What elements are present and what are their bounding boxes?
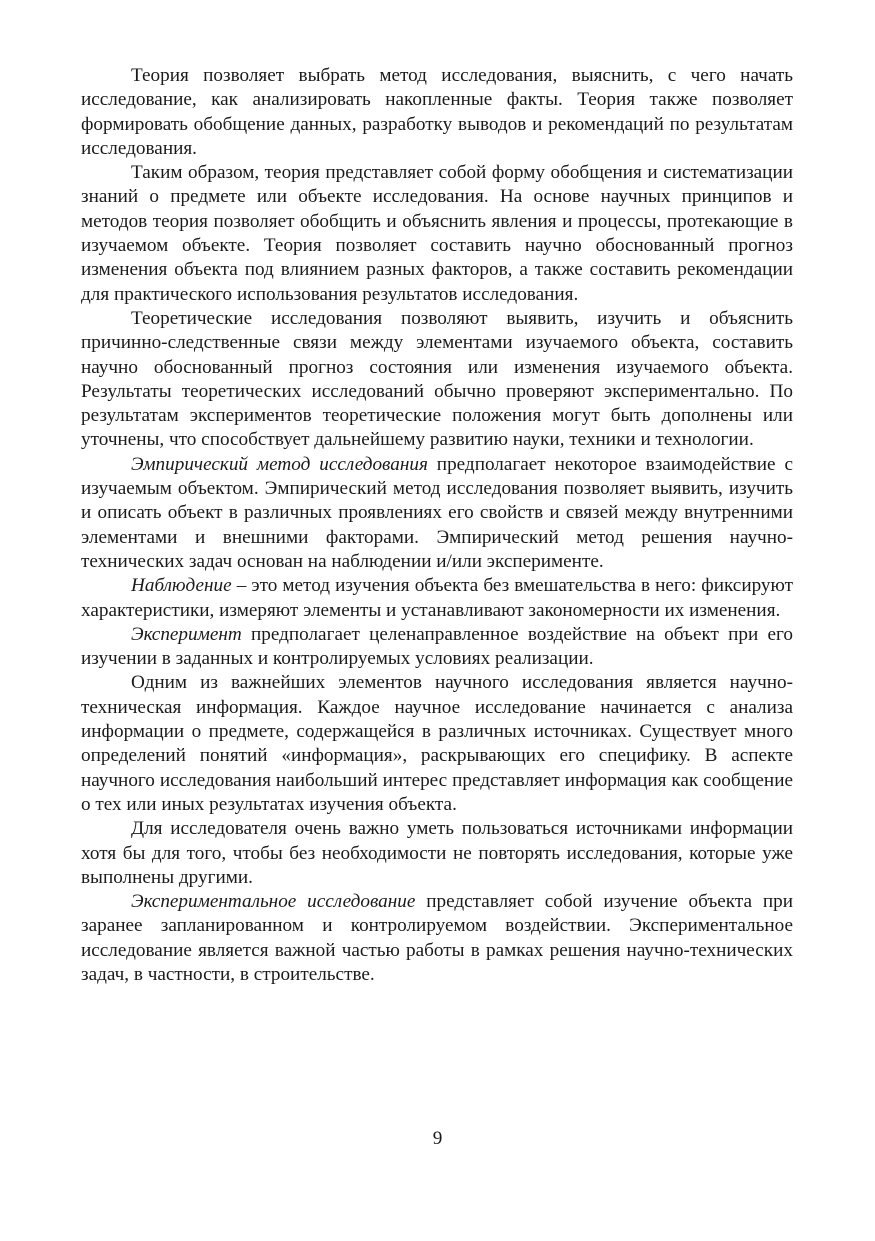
paragraph-text: Теория позволяет выбрать метод исследования, выяснить, с чего начать исследование, как анализировать накопленные факты. Теория также позволяет формировать обобщение данных, разработку выводов и рекомендаций по результатам исследования.	[81, 65, 793, 159]
paragraph-text: – это метод изучения объекта без вмешательства в него: фиксируют характеристики, измеряют элементы и устанавливают закономерности их изменения.	[81, 575, 793, 621]
paragraph-information-sources	[81, 817, 793, 890]
paragraph-experimental-research	[81, 890, 793, 987]
term-observation: Наблюдение	[131, 575, 232, 597]
page-number: 9	[432, 1128, 443, 1149]
paragraph-scientific-information	[81, 671, 793, 817]
body-text	[81, 64, 793, 987]
paragraph-text: представляет собой изучение объекта при заранее запланированном и контролируемом воздействии. Экспериментальное исследование является важной частью работы в рамках решения научно-технических задач, в частности, в строительстве.	[81, 891, 793, 985]
paragraph-text: Таким образом, теория представляет собой форму обобщения и систематизации знаний о предмете или объекте исследования. На основе научных принципов и методов теория позволяет обобщить и объяснить явления и процессы, протекающие в изучаемом объекте. Теория позволяет составить научно обоснованный прогноз изменения объекта под влиянием разных факторов, а также составить рекомендации для практического использования результатов исследования.	[81, 162, 793, 305]
paragraph-theoretical-research	[81, 307, 793, 453]
paragraph-text: Теоретические исследования позволяют выявить, изучить и объяснить причинно-следственные связи между элементами изучаемого объекта, составить научно обоснованный прогноз состояния или изменения изучаемого объекта. Результаты теоретических исследований обычно проверяют экспериментально. По результатам экспериментов теоретические положения могут быть дополнены или уточнены, что способствует дальнейшему развитию науки, техники и технологии.	[81, 307, 793, 451]
paragraph-text: предполагает некоторое взаимодействие с изучаемым объектом. Эмпирический метод исследования позволяет выявить, изучить и описать объект в различных проявлениях его свойств и связей между внутренними элементами и внешними факторами. Эмпирический метод решения научно-технических задач основан на наблюдении и/или эксперименте.	[81, 453, 793, 572]
term-experiment: Эксперимент	[131, 623, 242, 645]
term-empirical-method: Эмпирический метод исследования	[131, 453, 428, 475]
paragraph-observation	[81, 574, 793, 623]
term-experimental-research: Экспериментальное исследование	[131, 891, 416, 913]
paragraph-empirical-method	[81, 453, 793, 574]
paragraph-experiment	[81, 623, 793, 672]
paragraph-theory-summary	[81, 161, 793, 307]
paragraph-text: Для исследователя очень важно уметь пользоваться источниками информации хотя бы для того, чтобы без необходимости не повторять исследования, которые уже выполнены другими.	[81, 818, 793, 888]
paragraph-theory-method	[81, 64, 793, 161]
paragraph-text: предполагает целенаправленное воздействие на объект при его изучении в заданных и контролируемых условиях реализации.	[81, 623, 793, 670]
paragraph-text: Одним из важнейших элементов научного исследования является научно-техническая информация. Каждое научное исследование начинается с анализа информации о предмете, содержащейся в различных источниках. Существует много определений понятий «информация», раскрывающих его специфику. В аспекте научного исследования наибольший интерес представляет информация как сообщение о тех или иных результатах изучения объекта.	[81, 672, 793, 815]
